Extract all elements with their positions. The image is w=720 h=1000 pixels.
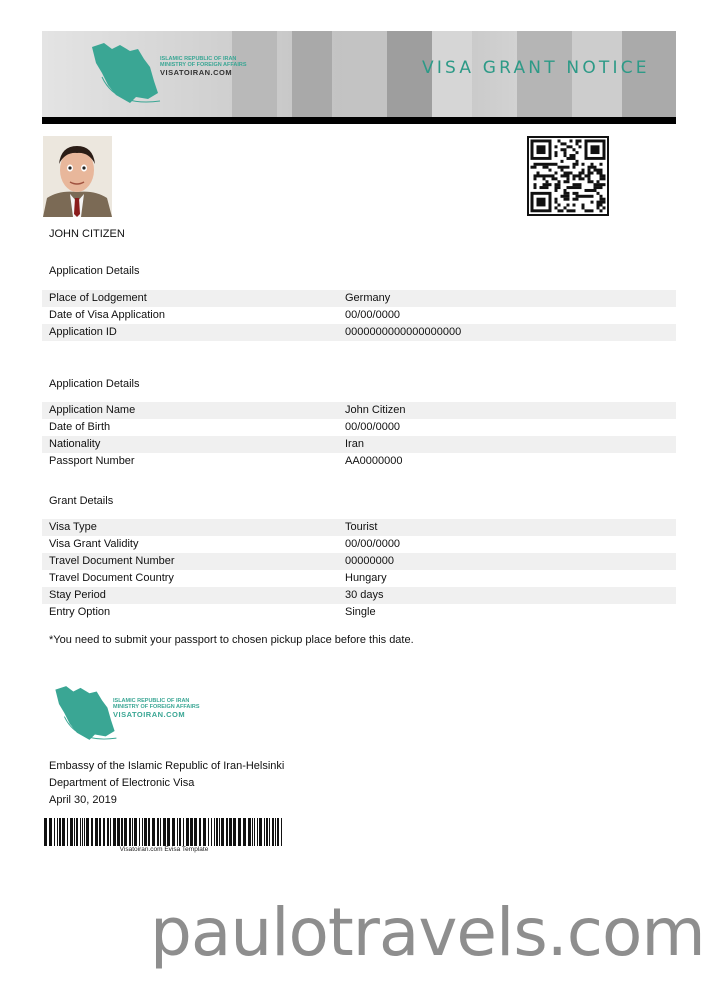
row-value: Tourist: [345, 521, 378, 533]
watermark: paulotravels.com: [150, 894, 705, 971]
table-row: [42, 436, 676, 453]
qr-code: [527, 136, 609, 216]
table-row: [42, 324, 676, 341]
section-heading-application: Application Details: [49, 265, 140, 277]
row-label: Application Name: [49, 404, 136, 416]
department-name: Department of Electronic Visa: [49, 777, 195, 789]
table-row: [42, 536, 676, 553]
applicant-photo: [43, 136, 112, 217]
row-value: 00/00/0000: [345, 309, 401, 321]
row-value: 00000000: [345, 555, 394, 567]
barcode-caption: Visatoiran.com Evisa Template: [119, 846, 209, 853]
table-row: [42, 307, 676, 324]
row-label: Stay Period: [49, 589, 106, 601]
table-row: [42, 453, 676, 470]
applicant-name: JOHN CITIZEN: [49, 228, 125, 240]
issue-date: April 30, 2019: [49, 794, 117, 806]
row-label: Application ID: [49, 326, 117, 338]
row-label: Date of Birth: [49, 421, 111, 433]
table-row: [42, 290, 676, 307]
table-row: [42, 570, 676, 587]
footer-org-text: ISLAMIC REPUBLIC OF IRAN MINISTRY OF FOREIGN AFFAIRS VISATOIRAN.COM: [113, 698, 200, 719]
row-value: John Citizen: [345, 404, 406, 416]
section-heading-grant: Grant Details: [49, 495, 114, 507]
pickup-note: *You need to submit your passport to chosen pickup place before this date.: [49, 634, 414, 646]
table-row: [42, 519, 676, 536]
row-label: Place of Lodgement: [49, 292, 147, 304]
table-row: [42, 402, 676, 419]
section-heading-applicant: Application Details: [49, 378, 140, 390]
embassy-name: Embassy of the Islamic Republic of Iran-Helsinki: [49, 760, 285, 772]
header-org-text: ISLAMIC REPUBLIC OF IRAN MINISTRY OF FOREIGN AFFAIRS VISATOIRAN.COM: [160, 56, 247, 77]
row-value: AA0000000: [345, 455, 403, 467]
row-value: 00/00/0000: [345, 421, 401, 433]
row-value: Iran: [345, 438, 364, 450]
iran-map-logo: [86, 37, 164, 114]
row-label: Date of Visa Application: [49, 309, 165, 321]
row-value: 30 days: [345, 589, 384, 601]
row-value: 0000000000000000000: [345, 326, 462, 338]
row-value: Hungary: [345, 572, 387, 584]
table-row: [42, 419, 676, 436]
row-label: Entry Option: [49, 606, 111, 618]
row-label: Travel Document Country: [49, 572, 174, 584]
row-label: Visa Grant Validity: [49, 538, 139, 550]
barcode: [44, 818, 284, 846]
row-label: Passport Number: [49, 455, 135, 467]
row-value: Germany: [345, 292, 391, 304]
table-row: [42, 604, 676, 621]
row-value: Single: [345, 606, 376, 618]
row-label: Travel Document Number: [49, 555, 175, 567]
notice-title: VISA GRANT NOTICE: [422, 58, 650, 78]
table-row: [42, 587, 676, 604]
table-row: [42, 553, 676, 570]
row-value: 00/00/0000: [345, 538, 401, 550]
row-label: Nationality: [49, 438, 101, 450]
header-divider: [42, 117, 676, 124]
row-label: Visa Type: [49, 521, 97, 533]
footer-iran-map-logo: [50, 680, 120, 751]
